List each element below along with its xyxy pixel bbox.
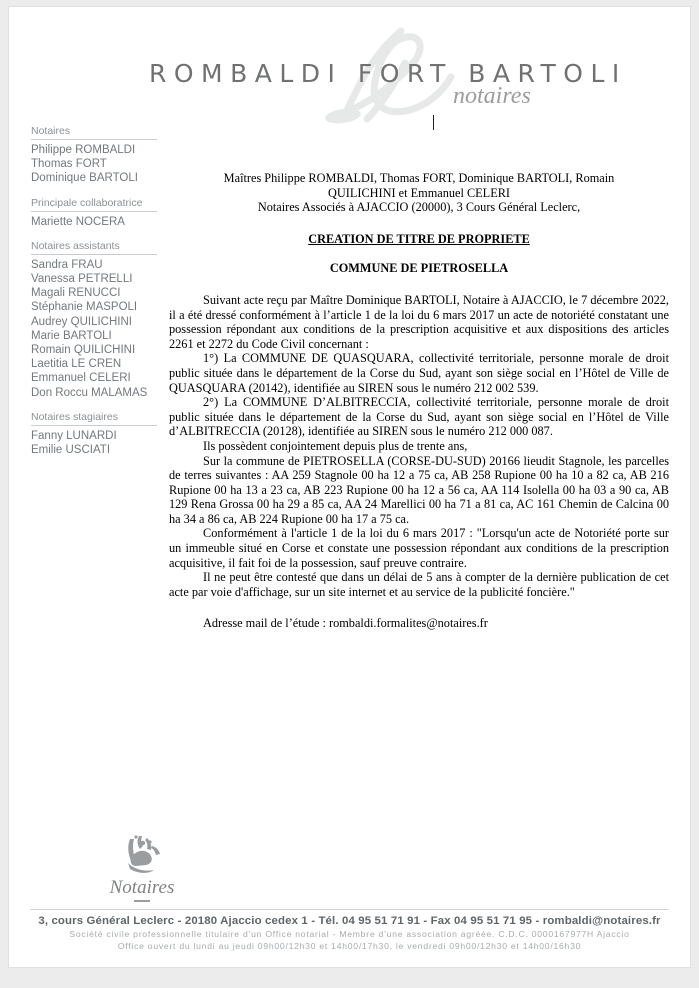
footer-hours-line: Office ouvert du lundi au jeudi 09h00/12h30 et 14h00/17h30, le vendredi 09h00/12h30 et 14h00/16h30 — [117, 941, 582, 951]
sidebar-name: Emilie USCIATI — [31, 444, 111, 457]
sidebar-name: Dominique BARTOLI — [31, 172, 138, 185]
sidebar-group-collaboratrice — [31, 197, 157, 229]
footer-divider — [30, 909, 669, 910]
firm-line-2: QUILICHINI et Emmanuel CELERI — [327, 185, 510, 200]
document-subtitle: COMMUNE DE PIETROSELLA — [329, 261, 509, 276]
sidebar-name: Mariette NOCERA — [31, 215, 125, 228]
sidebar-heading: Notaires — [31, 125, 157, 140]
page-footer — [9, 909, 690, 951]
staff-sidebar — [31, 125, 157, 468]
sidebar-group-assistants — [31, 240, 157, 400]
paragraph-commune-quasquara: 1°) La COMMUNE DE QUASQUARA, collectivité territoriale, personne morale de droit public située dans le département de la Corse du Sud, ayant son siège social en l’Hôtel de Ville de QUASQUARA (20142), identifiée au SIREN sous le numéro 212 002 539. — [169, 351, 669, 395]
sidebar-name: Fanny LUNARDI — [31, 429, 117, 442]
sidebar-name: Thomas FORT — [31, 158, 107, 171]
sidebar-heading: Notaires assistants — [31, 240, 157, 255]
sidebar-name: Sandra FRAU — [31, 258, 103, 271]
sidebar-name: Magali RENUCCI — [31, 287, 121, 300]
brand-wordmark: ROMBALDI FORT BARTOLI — [149, 59, 627, 88]
text-cursor — [433, 115, 434, 130]
paragraph-email: Adresse mail de l’étude : rombaldi.formalites@notaires.fr — [203, 616, 488, 631]
paragraph-loi: Conformément à l'article 1 de la loi du 6 mars 2017 : "Lorsqu'un acte de Notoriété porte sur un immeuble situé en Corse et constate une possession répondant aux conditions de la prescription acquisitive, il fait foi de la possession, sauf preuve contraire. — [169, 526, 669, 570]
paragraph-commune-albitreccia: 2°) La COMMUNE D’ALBITRECCIA, collectivité territoriale, personne morale de droit public située dans le département de la Corse du Sud, ayant son siège social en l’Hôtel de Ville d’ALBITRECCIA (20128), identifiée au SIREN sous le numéro 212 000 087. — [169, 395, 669, 439]
emblem-label: Notaires — [109, 877, 175, 898]
paragraph-parcelles: Sur la commune de PIETROSELLA (CORSE-DU-SUD) 20166 lieudit Stagnole, les parcelles de terres suivantes : AA 259 Stagnole 00 ha 12 a 75 ca, AB 258 Rupione 00 ha 10 a 82 ca, AB 216 Rupione 00 ha 13 a 23 ca, AB 223 Rupione 00 ha 12 a 56 ca, AA 114 Isolella 00 ha 03 a 90 ca, AB 129 Rena Grossa 00 ha 29 a 85 ca, AA 24 Marellici 00 ha 71 a 81 ca, AC 161 Chemin de Calcina 00 ha 34 a 86 ca, AB 224 Rupione 00 ha 17 a 75 ca. — [169, 453, 669, 526]
firm-line-3: Notaires Associés à AJACCIO (20000), 3 Cours Général Leclerc, — [257, 200, 581, 215]
paragraph-group-main — [169, 293, 669, 599]
footer-legal-line: Société civile professionnelle titulaire d’un Office notarial - Membre d’une association agréée. C.D.C. 0000167977H Ajaccio — [69, 929, 630, 939]
sidebar-name: Vanessa PETRELLI — [31, 273, 133, 286]
document-page — [8, 6, 691, 968]
sidebar-group-stagiaires — [31, 411, 157, 457]
sidebar-heading: Notaires stagiaires — [31, 411, 157, 426]
sidebar-name: Marie BARTOLI — [31, 329, 112, 342]
brand-subtitle: notaires — [453, 83, 531, 109]
sidebar-name: Emmanuel CELERI — [31, 372, 131, 385]
emblem-underline — [134, 900, 150, 902]
document-body — [169, 171, 669, 631]
paragraph-intro: Suivant acte reçu par Maître Dominique BARTOLI, Notaire à AJACCIO, le 7 décembre 2022, il a été dressé conformément à l’article 1 de la loi du 6 mars 2017 un acte de notoriété constatant une possession répondant aux conditions de la prescription acquisitive et aux dispositions des articles 2261 et 2272 du Code Civil concernant : — [169, 292, 669, 351]
document-title: CREATION DE TITRE DE PROPRIETE — [308, 231, 530, 246]
footer-contact-line: 3, cours Général Leclerc - 20180 Ajaccio cedex 1 - Tél. 04 95 51 71 91 - Fax 04 95 51 71 95 - rombaldi@notaires.fr — [38, 915, 661, 927]
paragraph-delai: Il ne peut être contesté que dans un délai de 5 ans à compter de la dernière publication de cet acte par voie d'affichage, sur un site internet et au service de la publicité foncière." — [169, 570, 669, 599]
firm-line-1: Maîtres Philippe ROMBALDI, Thomas FORT, Dominique BARTOLI, Romain — [223, 171, 615, 185]
sidebar-name: Romain QUILICHINI — [31, 344, 136, 357]
sidebar-heading: Principale collaboratrice — [31, 197, 157, 212]
letterhead — [9, 7, 690, 125]
sidebar-name: Stéphanie MASPOLI — [31, 301, 138, 314]
sidebar-group-notaires — [31, 125, 157, 186]
notaires-emblem — [87, 833, 197, 902]
sidebar-name: Laetitia LE CREN — [31, 358, 122, 371]
paragraph-possession: Ils possèdent conjointement depuis plus de trente ans, — [203, 438, 468, 453]
sidebar-name: Philippe ROMBALDI — [31, 144, 136, 156]
sidebar-name: Audrey QUILICHINI — [31, 315, 132, 328]
notary-seal-icon — [116, 833, 168, 879]
sidebar-name: Don Roccu MALAMAS — [31, 386, 148, 399]
